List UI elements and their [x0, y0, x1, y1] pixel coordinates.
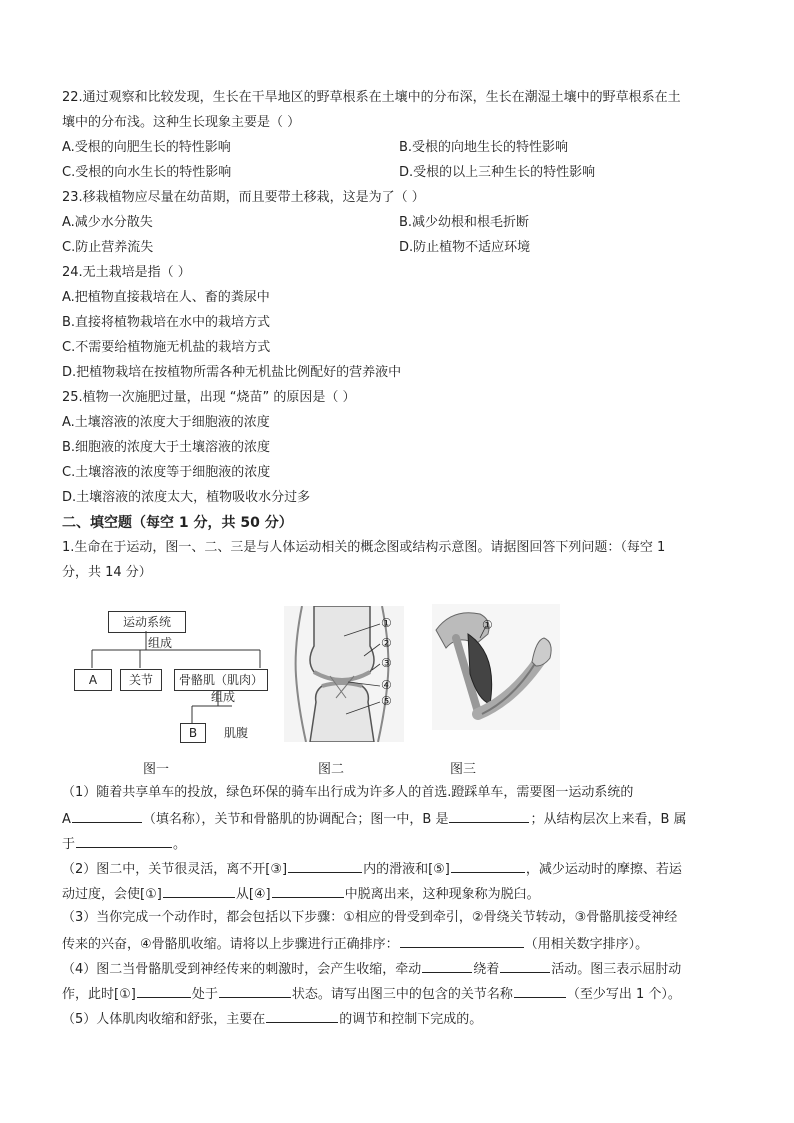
q22-option-b: B.受根的向地生长的特性影响 — [399, 140, 569, 155]
fq1-intro-line2: 分，共 14 分） — [62, 565, 152, 580]
p2-line2 — [62, 883, 540, 905]
p3-line1: （3）当你完成一个动作时，都会包括以下步骤：①相应的骨受到牵引，②骨绕关节转动，③骨骼肌接受神经 — [62, 910, 678, 925]
p4-line2 — [62, 983, 681, 1005]
fig1-box-muscle: 骨骼肌（肌肉） — [174, 669, 268, 691]
p2-text-3: ，减少运动时的摩擦、若运 — [525, 862, 682, 877]
p5-text-2: 的调节和控制下完成的。 — [339, 1012, 483, 1027]
fig2-label-3: ③ — [381, 656, 392, 670]
p1-text-5: 。 — [173, 837, 187, 852]
p3-text-1: 传来的兴奋，④骨骼肌收缩。请将以上步骤进行正确排序： — [62, 937, 399, 952]
fig1-box-a: A — [74, 669, 112, 691]
q24-option-d: D.把植物栽培在按植物所需各种无机盐比例配好的营养液中 — [62, 365, 402, 380]
q24-stem: 24.无土栽培是指（ ） — [62, 265, 191, 280]
q23-option-a: A.减少水分散失 — [62, 215, 153, 230]
p1-text-3: ；从结构层次上来看，B 属 — [530, 812, 687, 827]
p3-line2 — [62, 933, 648, 955]
p2-blank-4[interactable] — [272, 883, 344, 898]
p2-blank-1[interactable] — [288, 858, 362, 873]
p2-text-4: 动过度，会使[①] — [62, 887, 162, 902]
q22-option-a: A.受根的向肥生长的特性影响 — [62, 140, 231, 155]
p1-a-label: A — [62, 812, 71, 827]
fq1-intro-line1: 1.生命在于运动，图一、二、三是与人体运动相关的概念图或结构示意图。请据图回答下列问题：（每空 1 — [62, 540, 666, 555]
fig1-muscle-belly-label: 肌腹 — [224, 726, 249, 740]
q25-option-d: D.土壤溶液的浓度太大，植物吸收水分过多 — [62, 490, 311, 505]
p1-line3 — [62, 833, 186, 855]
q23-option-b: B.减少幼根和根毛折断 — [399, 215, 530, 230]
q22-stem-line2: 壤中的分布浅。这种生长现象主要是（ ） — [62, 115, 301, 130]
section-title: 二、填空题（每空 1 分，共 50 分） — [62, 515, 293, 531]
fig1-box-joint: 关节 — [120, 669, 162, 691]
p5-text-1: （5）人体肌肉收缩和舒张，主要在 — [62, 1012, 266, 1027]
fig1-box-motor-system: 运动系统 — [108, 611, 186, 633]
fig3-caption: 图三 — [450, 762, 477, 777]
p1-text-2: （填名称），关节和骨骼肌的协调配合；图一中，B 是 — [142, 812, 449, 827]
q23-option-d: D.防止植物不适应环境 — [399, 240, 531, 255]
p4-blank-2[interactable] — [500, 958, 550, 973]
q24-option-b: B.直接将植物栽培在水中的栽培方式 — [62, 315, 271, 330]
q22-stem-line1: 22.通过观察和比较发现，生长在干旱地区的野草根系在土壤中的分布深，生长在潮湿土壤中的野草根系在土 — [62, 90, 681, 105]
p4-text-2: 绕着 — [473, 962, 500, 977]
p4-text-1: （4）图二当骨骼肌受到神经传来的刺激时，会产生收缩，牵动 — [62, 962, 422, 977]
p1-line1: （1）随着共享单车的投放，绿色环保的骑车出行成为许多人的首选.蹬踩单车，需要图一运动系统的 — [62, 785, 634, 800]
p2-blank-2[interactable] — [451, 858, 525, 873]
p1-blank-b[interactable] — [449, 808, 529, 823]
p2-line1 — [62, 858, 682, 880]
fig1-compose-label-2: 组成 — [211, 690, 236, 704]
p1-blank-a[interactable] — [72, 808, 142, 823]
p4-text-5: 处于 — [191, 987, 218, 1002]
p4-text-3: 活动。图三表示屈肘动 — [551, 962, 682, 977]
q25-option-a: A.土壤溶液的浓度大于细胞液的浓度 — [62, 415, 270, 430]
q22-option-d: D.受根的以上三种生长的特性影响 — [399, 165, 596, 180]
p4-text-4: 作，此时[①] — [62, 987, 136, 1002]
p5-blank-1[interactable] — [266, 1008, 338, 1023]
q23-option-c: C.防止营养流失 — [62, 240, 154, 255]
fig1-compose-label-1: 组成 — [148, 636, 173, 650]
p3-blank-1[interactable] — [400, 933, 524, 948]
p4-text-7: （至少写出 1 个）。 — [566, 987, 681, 1002]
p4-blank-1[interactable] — [422, 958, 472, 973]
p3-text-2: （用相关数字排序）。 — [524, 937, 649, 952]
q24-option-c: C.不需要给植物施无机盐的栽培方式 — [62, 340, 271, 355]
p4-line1 — [62, 958, 681, 980]
fig2-caption: 图二 — [318, 762, 345, 777]
p2-text-2: 内的滑液和[⑤] — [363, 862, 450, 877]
fig2-label-4: ④ — [381, 678, 392, 692]
p4-blank-3[interactable] — [137, 983, 191, 998]
p4-text-6: 状态。请写出图三中的包含的关节名称 — [291, 987, 513, 1002]
flexed-arm-illustration — [432, 604, 560, 730]
p2-text-1: （2）图二中，关节很灵活，离不开[③] — [62, 862, 288, 877]
fig3-label-1: ① — [482, 618, 493, 632]
q22-option-c: C.受根的向水生长的特性影响 — [62, 165, 232, 180]
p4-blank-5[interactable] — [514, 983, 566, 998]
p2-text-5: 从[④] — [235, 887, 271, 902]
fig1-caption: 图一 — [143, 762, 170, 777]
q25-stem: 25.植物一次施肥过量，出现 “烧苗” 的原因是（ ） — [62, 390, 356, 405]
p4-blank-4[interactable] — [219, 983, 291, 998]
fig2-label-1: ① — [381, 616, 392, 630]
p1-line2 — [62, 808, 687, 830]
p2-blank-3[interactable] — [163, 883, 235, 898]
q25-option-c: C.土壤溶液的浓度等于细胞液的浓度 — [62, 465, 271, 480]
q23-stem: 23.移栽植物应尽量在幼苗期，而且要带土移栽，这是为了（ ） — [62, 190, 425, 205]
q24-option-a: A.把植物直接栽培在人、畜的粪尿中 — [62, 290, 270, 305]
p1-blank-c[interactable] — [76, 833, 172, 848]
fig2-label-2: ② — [381, 636, 392, 650]
p5-line1 — [62, 1008, 482, 1030]
q25-option-b: B.细胞液的浓度大于土壤溶液的浓度 — [62, 440, 271, 455]
fig2-label-5: ⑤ — [381, 694, 392, 708]
p2-text-6: 中脱离出来，这种现象称为脱臼。 — [344, 887, 540, 902]
p1-text-4: 于 — [62, 837, 76, 852]
fig1-box-b: B — [180, 723, 206, 743]
